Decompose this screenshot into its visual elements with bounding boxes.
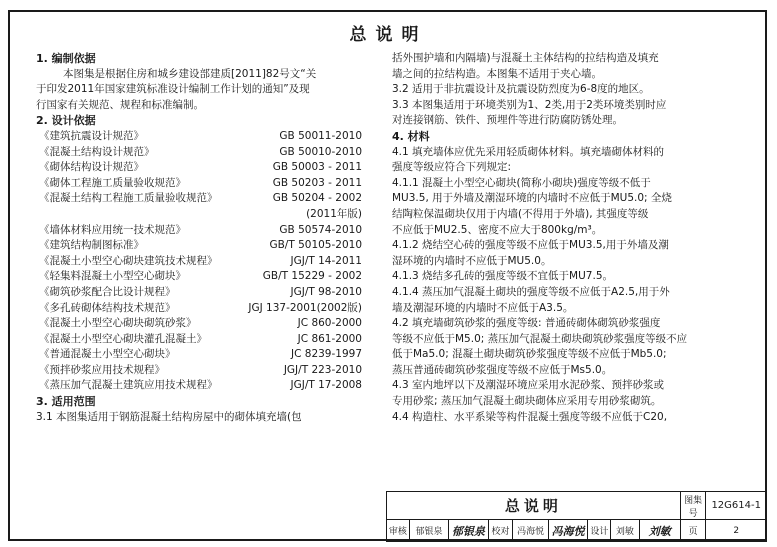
body-line: 4.1.4 蒸压加气混凝土砌块的强度等级不应低于A2.5,用于外 xyxy=(392,285,670,298)
reference-code: GB 50203 - 2011 xyxy=(272,176,362,189)
reference-name: 《混凝土小型空心砌块砌筑砂浆》 xyxy=(39,317,197,330)
reference-code: JC 861-2000 xyxy=(297,332,362,345)
reference-code: GB/T 15229 - 2002 xyxy=(262,270,362,283)
left-column xyxy=(36,51,370,425)
reference-row xyxy=(36,347,370,363)
reviewer-name: 郁银泉 xyxy=(409,520,448,542)
section-4-heading: 4. 材料 xyxy=(392,129,430,143)
reference-row xyxy=(36,301,370,317)
reference-name: 《建筑抗震设计规范》 xyxy=(39,129,144,142)
reference-name: 《砌体结构设计规范》 xyxy=(39,161,144,174)
body-line: 对连接钢筋、铁件、预埋件等进行防腐防锈处理。 xyxy=(392,114,623,127)
right-column xyxy=(392,51,752,425)
reference-row xyxy=(36,238,370,254)
reference-code: JGJ 137-2001(2002版) xyxy=(248,301,362,314)
reference-row xyxy=(36,176,370,192)
reference-code: JGJ/T 17-2008 xyxy=(290,379,362,392)
title-block xyxy=(386,491,767,542)
reference-code: JGJ/T 14-2011 xyxy=(290,254,362,267)
reference-name: 《墙体材料应用统一技术规范》 xyxy=(39,223,186,236)
body-line: 专用砂浆; 蒸压加气混凝土砌块砌体应采用专用砂浆砌筑。 xyxy=(392,395,662,408)
body-line: 4.1 填充墙体应优先采用轻质砌体材料。填充墙砌体材料的 xyxy=(392,145,665,158)
checker-signature: 冯海悦 xyxy=(548,520,587,542)
reference-name: 《混凝土小型空心砌块建筑技术规程》 xyxy=(39,254,218,267)
reference-name: 《混凝土结构工程施工质量验收规范》 xyxy=(39,192,218,205)
section-1-line: 本图集是根据住房和城乡建设部建质[2011]82号文“关 xyxy=(63,67,317,80)
reference-row xyxy=(36,160,370,176)
reference-name: 《轻集料混凝土小型空心砌块》 xyxy=(39,270,186,283)
body-line: 4.4 构造柱、水平系梁等构件混凝土强度等级不应低于C20, xyxy=(392,410,668,423)
body-line: 4.1.1 混凝土小型空心砌块(简称小砌块)强度等级不低于 xyxy=(392,176,651,189)
section-3-line: 3.1 本图集适用于钢筋混凝土结构房屋中的砌体填充墙(包 xyxy=(36,410,302,423)
reference-row xyxy=(36,145,370,161)
body-line: 4.2 填充墙砌筑砂浆的强度等级: 普通砖砌体砌筑砂浆强度 xyxy=(392,317,661,330)
reference-code: GB 50003 - 2011 xyxy=(272,161,362,174)
body-line: 4.1.2 烧结空心砖的强度等级不应低于MU3.5,用于外墙及潮 xyxy=(392,239,669,252)
reference-row xyxy=(36,269,370,285)
body-line: 蒸压普通砖砌筑砂浆强度等级不应低于Ms5.0。 xyxy=(392,363,613,376)
section-1-line: 于印发2011年国家建筑标准设计编制工作计划的通知”及现 xyxy=(36,83,310,96)
designer-signature: 刘敏 xyxy=(639,520,680,542)
body-line: 3.2 适用于非抗震设计及抗震设防烈度为6-8度的地区。 xyxy=(392,83,650,96)
body-line: 强度等级应符合下列规定: xyxy=(392,161,512,174)
section-2-heading: 2. 设计依据 xyxy=(36,114,96,128)
reference-row xyxy=(36,223,370,239)
body-line: 括外围护墙和内隔墙)与混凝土主体结构的拉结构造及填充 xyxy=(392,52,659,64)
title-block-title: 总说明 xyxy=(387,492,681,520)
body-line: MU3.5, 用于外墙及潮湿环境的内墙时不应低于MU5.0; 全烧 xyxy=(392,192,672,205)
body-line: 墙及潮湿环境的内墙时不应低于A3.5。 xyxy=(392,301,574,314)
reference-name: 《建筑结构制图标准》 xyxy=(39,239,144,252)
reference-name: 《混凝土结构设计规范》 xyxy=(39,145,155,158)
reference-code: GB 50011-2010 xyxy=(279,129,362,142)
body-line: 等级不应低于M5.0; 蒸压加气混凝土砌块砌筑砂浆强度等级不应 xyxy=(392,332,688,345)
page-label: 页 xyxy=(680,520,706,542)
reference-row xyxy=(36,378,370,394)
body-line: 湿环境的内墙时不应低于MU5.0。 xyxy=(392,254,552,267)
reference-row xyxy=(36,285,370,301)
reference-name: 《砌筑砂浆配合比设计规程》 xyxy=(39,285,176,298)
reference-row xyxy=(36,363,370,379)
reference-row xyxy=(36,191,370,207)
reference-row xyxy=(36,129,370,145)
reference-row xyxy=(36,316,370,332)
reference-name: 《多孔砖砌体结构技术规范》 xyxy=(39,301,176,314)
reference-row xyxy=(36,254,370,270)
section-1-line: 行国家有关规范、规程和标准编制。 xyxy=(36,98,204,111)
reference-code: GB/T 50105-2010 xyxy=(269,239,362,252)
review-label: 审核 xyxy=(387,520,410,542)
reference-edition: (2011年版) xyxy=(306,207,362,220)
body-line: 不应低于MU2.5、密度不应大于800kg/m³。 xyxy=(392,223,603,236)
reference-code: JC 8239-1997 xyxy=(291,348,362,361)
reference-code: GB 50204 - 2002 xyxy=(272,192,362,205)
section-1-heading: 1. 编制依据 xyxy=(36,52,96,65)
checker-name: 冯海悦 xyxy=(513,520,549,542)
body-line: 结陶粒保温砌块仅用于内墙(不得用于外墙), 其强度等级 xyxy=(392,207,649,220)
designer-name: 刘敏 xyxy=(611,520,639,542)
section-3-heading: 3. 适用范围 xyxy=(36,395,96,409)
page-number: 2 xyxy=(706,520,767,542)
reference-row xyxy=(36,332,370,348)
reference-name: 《砌体工程施工质量验收规范》 xyxy=(39,176,186,189)
reference-code: GB 50574-2010 xyxy=(279,223,362,236)
body-line: 4.3 室内地坪以下及潮湿环境应采用水泥砂浆、预拌砂浆或 xyxy=(392,379,665,392)
design-label: 设计 xyxy=(588,520,611,542)
reference-code: JGJ/T 223-2010 xyxy=(283,363,362,376)
atlas-number: 12G614-1 xyxy=(706,492,767,520)
check-label: 校对 xyxy=(488,520,513,542)
reference-name: 《预拌砂浆应用技术规程》 xyxy=(39,363,165,376)
reviewer-signature: 郁银泉 xyxy=(449,520,488,542)
page-title: 总说明 xyxy=(349,25,428,45)
reference-name: 《混凝土小型空心砌块灌孔混凝土》 xyxy=(39,332,207,345)
body-line: 墙之间的拉结构造。本图集不适用于夹心墙。 xyxy=(392,67,602,80)
body-line: 4.1.3 烧结多孔砖的强度等级不宜低于MU7.5。 xyxy=(392,270,613,283)
reference-name: 《普通混凝土小型空心砌块》 xyxy=(39,348,176,361)
reference-code: JC 860-2000 xyxy=(297,317,362,330)
reference-code: JGJ/T 98-2010 xyxy=(290,285,362,298)
body-line: 低于Ma5.0; 混凝土砌块砌筑砂浆强度等级不应低于Mb5.0; xyxy=(392,348,667,361)
atlas-number-label: 图集号 xyxy=(680,492,706,520)
reference-name: 《蒸压加气混凝土建筑应用技术规程》 xyxy=(39,379,218,392)
reference-code: GB 50010-2010 xyxy=(279,145,362,158)
body-line: 3.3 本图集适用于环境类别为1、2类,用于2类环境类别时应 xyxy=(392,98,667,111)
